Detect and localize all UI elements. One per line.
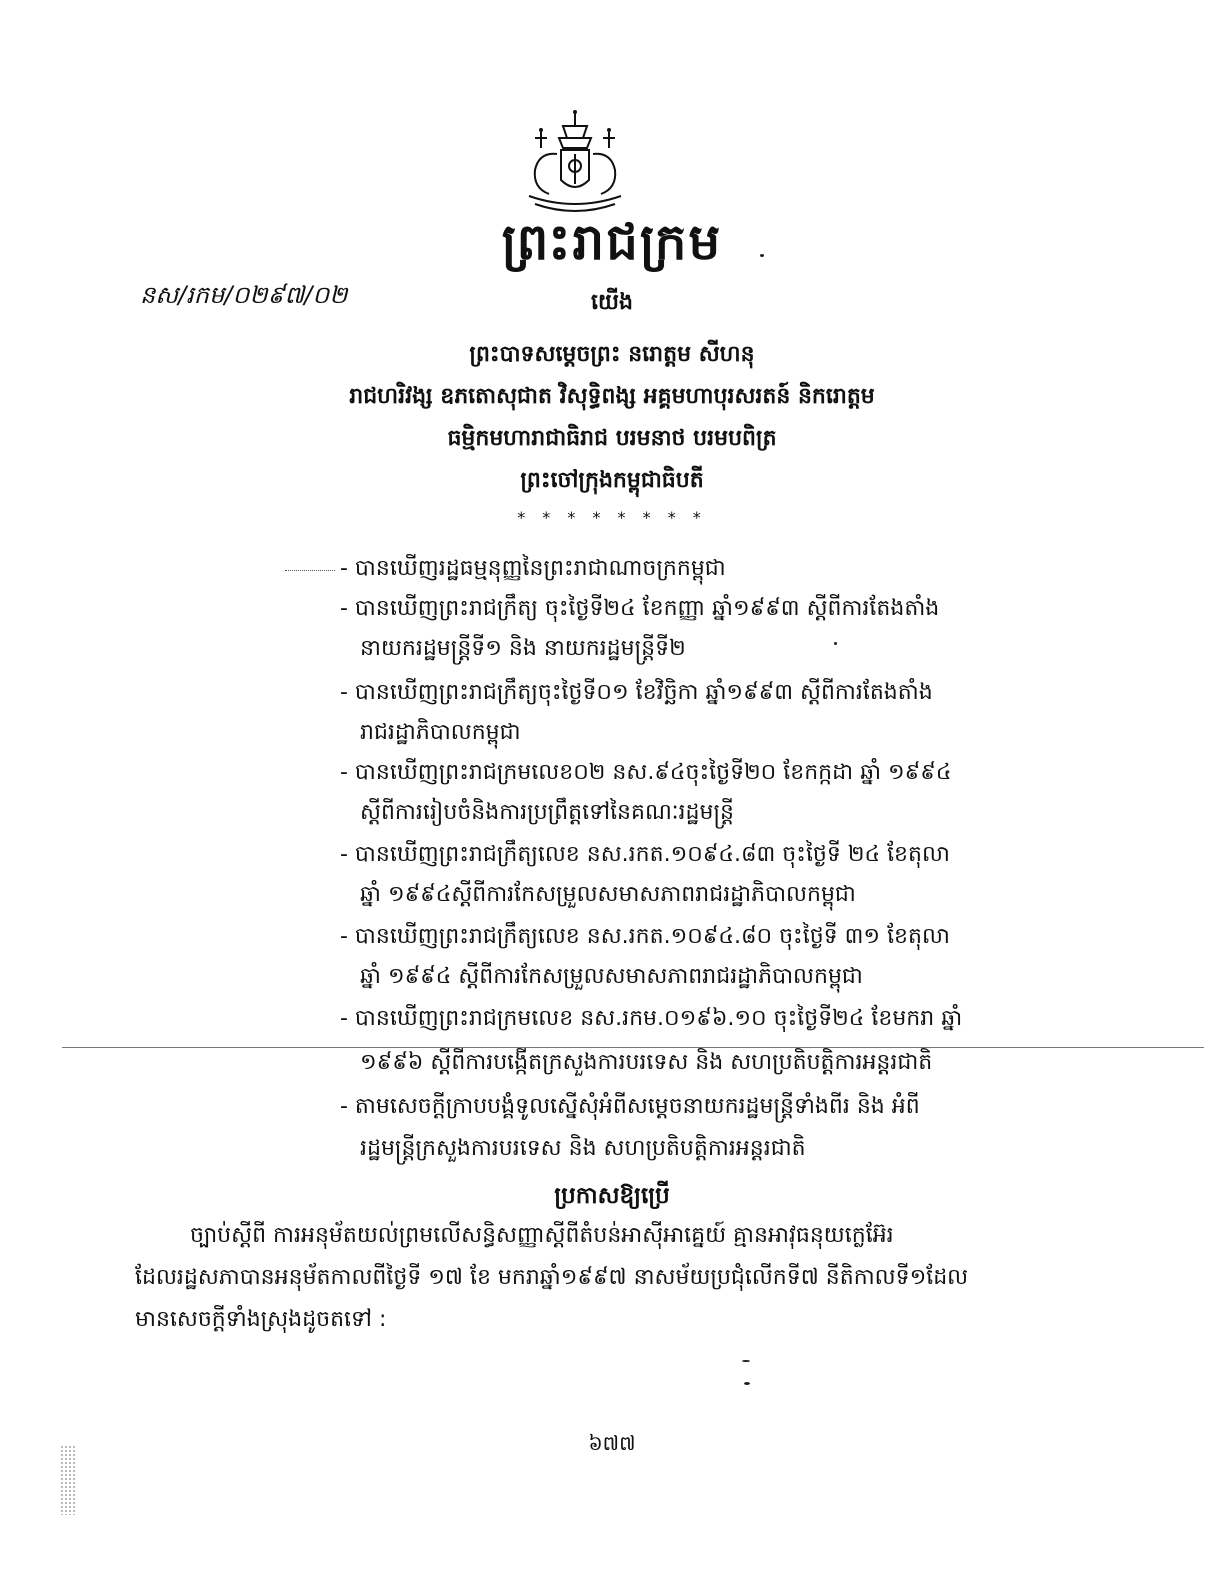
body-line: ដែលរដ្ឋសភាបានអនុម័តកាលពីថ្ងៃទី ១៧ ខែ មករាឆ្នាំ១៩៩៧ នាសម័យប្រជុំលើកទី៧ នីតិកាលទី១ដែល — [135, 1265, 969, 1290]
visa-line: ១៩៩៦ ស្តីពីការបង្កើតក្រសួងការបរទេស និង សហប្រតិបត្តិការអន្តរជាតិ — [360, 1050, 933, 1075]
visa-line: ឆ្នាំ ១៩៩៤ ស្តីពីការកែសម្រួលសមាសភាពរាជរដ្ឋាភិបាលកម្ពុជា — [360, 964, 863, 989]
visa-line: - បានឃើញព្រះរាជក្រឹត្យលេខ នស.រកត.១០៩៤.៨៣ ចុះថ្ងៃទី ២៤ ខែតុលា — [340, 842, 950, 867]
visa-line: - បានឃើញព្រះរាជក្រមលេខ នស.រកម.០១៩៦.១០ ចុះថ្ងៃទី២៤ ខែមករា ឆ្នាំ — [340, 1006, 963, 1031]
promulgate-heading: ប្រកាសឱ្យប្រើ — [554, 1183, 670, 1209]
visa-line: រដ្ឋមន្ត្រីក្រសួងការបរទេស និង សហប្រតិបត្តិការអន្តរជាតិ — [360, 1136, 806, 1161]
visa-line: - បានឃើញព្រះរាជក្រឹត្យចុះថ្ងៃទី០១ ខែវិច្ឆិកា ឆ្នាំ១៩៩៣ ស្តីពីការតែងតាំង — [340, 680, 933, 705]
visa-line: - តាមសេចក្តីក្រាបបង្គំទូលស្នើសុំអំពីសម្តេចនាយករដ្ឋមន្ត្រីទាំងពីរ និង អំពី — [340, 1094, 920, 1119]
page-number: ៦៧៧ — [588, 1431, 636, 1455]
scan-speck — [744, 1382, 750, 1385]
visa-line: - បានឃើញរដ្ឋធម្មនុញ្ញនៃព្រះរាជាណាចក្រកម្ពុជា — [340, 556, 726, 581]
decree-title: ព្រះរាជក្រម — [501, 212, 723, 271]
visa-line: ឆ្នាំ ១៩៩៤ស្តីពីការកែសម្រួលសមាសភាពរាជរដ្ឋាភិបាលកម្ពុជា — [360, 882, 856, 907]
body-line: មានសេចក្តីទាំងស្រុងដូចតទៅ : — [135, 1307, 387, 1332]
royal-titles-line-1: រាជហរិវង្ស ឧភតោសុជាត វិសុទ្ធិពង្ស អគ្គមហាបុរសរតន៍ និករោត្តម — [349, 384, 875, 409]
scan-line — [62, 1047, 1204, 1048]
reference-number: នស/រកម/០២៩៧/០២ — [140, 281, 348, 309]
stars-divider: * * * * * * * * — [517, 508, 707, 527]
body-line: ច្បាប់ស្តីពី ការអនុម័តយល់ព្រមលើសន្ធិសញ្ញាស្តីពីតំបន់អាស៊ីអាគ្នេយ៍ គ្មានអាវុធនុយក្លេអ៊ែរ — [190, 1223, 894, 1248]
royal-titles-line-2: ធម្មិកមហារាជាធិរាជ បរមនាថ បរមបពិត្រ — [447, 426, 777, 451]
scan-noise — [60, 1445, 76, 1515]
royal-coat-of-arms-icon — [505, 108, 645, 218]
we-heading: យើង — [591, 290, 633, 315]
visa-line: - បានឃើញព្រះរាជក្រឹត្យលេខ នស.រកត.១០៩៤.៨០ ចុះថ្ងៃទី ៣១ ខែតុលា — [340, 924, 950, 949]
visa-line: - បានឃើញព្រះរាជក្រឹត្យ ចុះថ្ងៃទី២៤ ខែកញ្ញា ឆ្នាំ១៩៩៣ ស្តីពីការតែងតាំង — [340, 596, 940, 621]
visa-line: នាយករដ្ឋមន្ត្រីទី១ និង នាយករដ្ឋមន្ត្រីទី២ — [360, 636, 686, 661]
king-name-line: ព្រះបាទសម្តេចព្រះ នរោត្តម សីហនុ — [469, 342, 755, 367]
scan-speck — [834, 642, 837, 645]
scan-speck — [742, 1360, 750, 1362]
visa-line: រាជរដ្ឋាភិបាលកម្ពុជា — [360, 720, 521, 745]
visa-line: ស្តីពីការរៀបចំនិងការប្រព្រឹត្តទៅនៃគណៈរដ្ឋមន្ត្រី — [360, 800, 734, 825]
visa-line: - បានឃើញព្រះរាជក្រមលេខ០២ នស.៩៤ចុះថ្ងៃទី២០ ខែកក្កដា ឆ្នាំ ១៩៩៤ — [340, 760, 952, 785]
scan-speck — [760, 254, 764, 257]
royal-titles-line-3: ព្រះចៅក្រុងកម្ពុជាធិបតី — [520, 468, 704, 493]
margin-mark — [285, 570, 335, 571]
